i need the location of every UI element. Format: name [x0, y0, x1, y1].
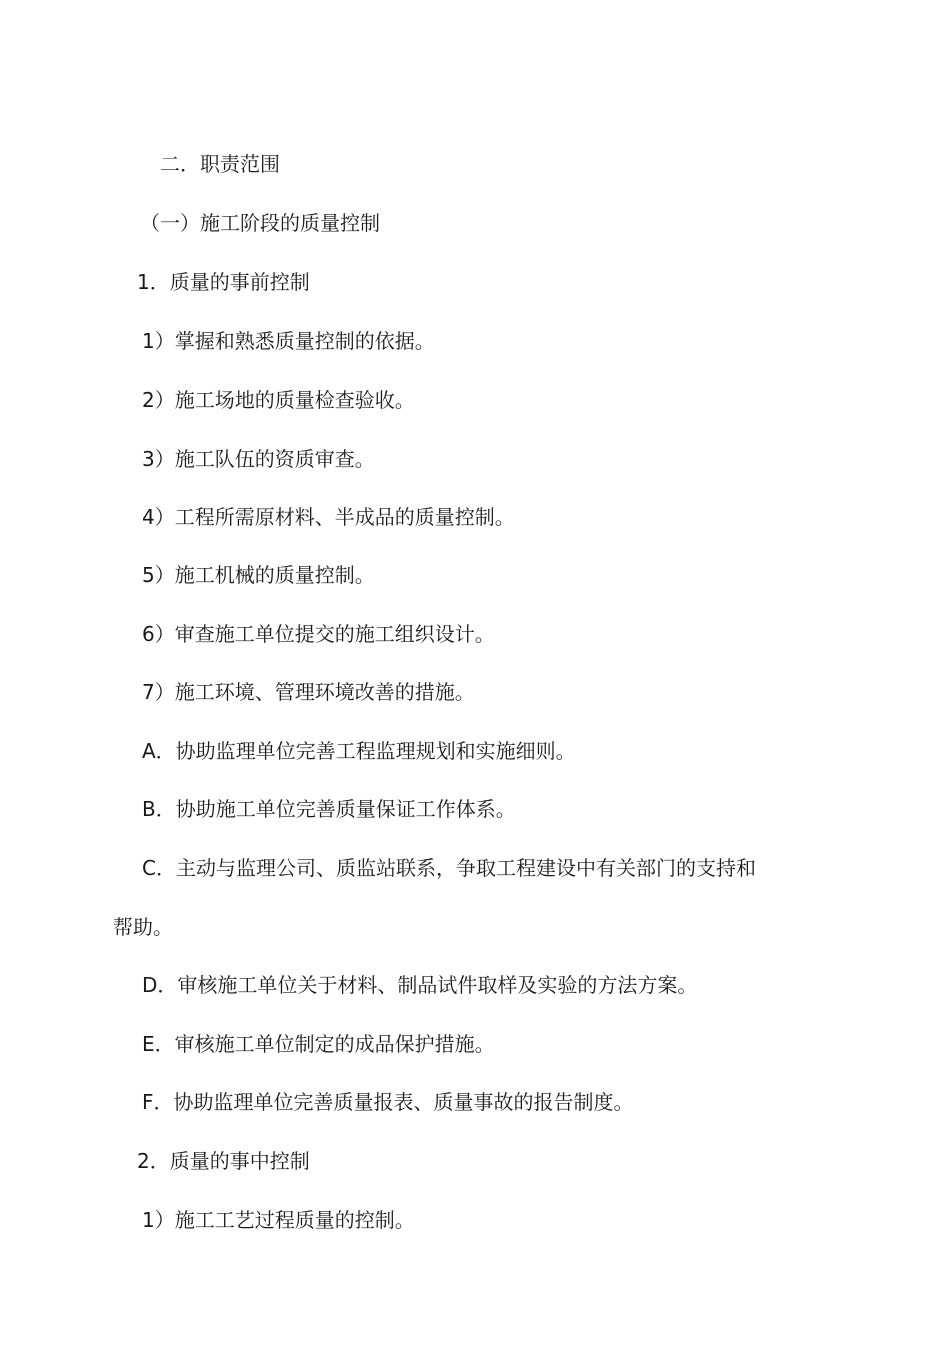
lettered-item: A．协助监理单位完善工程监理规划和实施细则。: [142, 739, 576, 763]
lettered-item: E．审核施工单位制定的成品保护措施。: [142, 1032, 495, 1056]
item-1-heading: 1．质量的事前控制: [137, 270, 310, 294]
lettered-item-continuation: 帮助。: [113, 915, 173, 939]
list-item: 1）掌握和熟悉质量控制的依据。: [142, 329, 435, 353]
lettered-item: D．审核施工单位关于材料、制品试件取样及实验的方法方案。: [142, 973, 698, 997]
item-2-heading: 2．质量的事中控制: [137, 1149, 310, 1173]
lettered-item: F．协助监理单位完善质量报表、质量事故的报告制度。: [142, 1090, 634, 1114]
list-item: 3）施工队伍的资质审查。: [142, 447, 375, 471]
lettered-item: C．主动与监理公司、质监站联系，争取工程建设中有关部门的支持和: [142, 856, 756, 880]
list-item: 4）工程所需原材料、半成品的质量控制。: [142, 505, 515, 529]
lettered-item: B．协助施工单位完善质量保证工作体系。: [142, 797, 516, 821]
list-item: 7）施工环境、管理环境改善的措施。: [142, 680, 475, 704]
list-item: 5）施工机械的质量控制。: [142, 563, 375, 587]
list-item: 6）审查施工单位提交的施工组织设计。: [142, 622, 495, 646]
list-item: 1）施工工艺过程质量的控制。: [142, 1208, 415, 1232]
subsection-heading: （一）施工阶段的质量控制: [140, 211, 380, 235]
list-item: 2）施工场地的质量检查验收。: [142, 388, 415, 412]
section-heading: 二．职责范围: [160, 152, 280, 176]
